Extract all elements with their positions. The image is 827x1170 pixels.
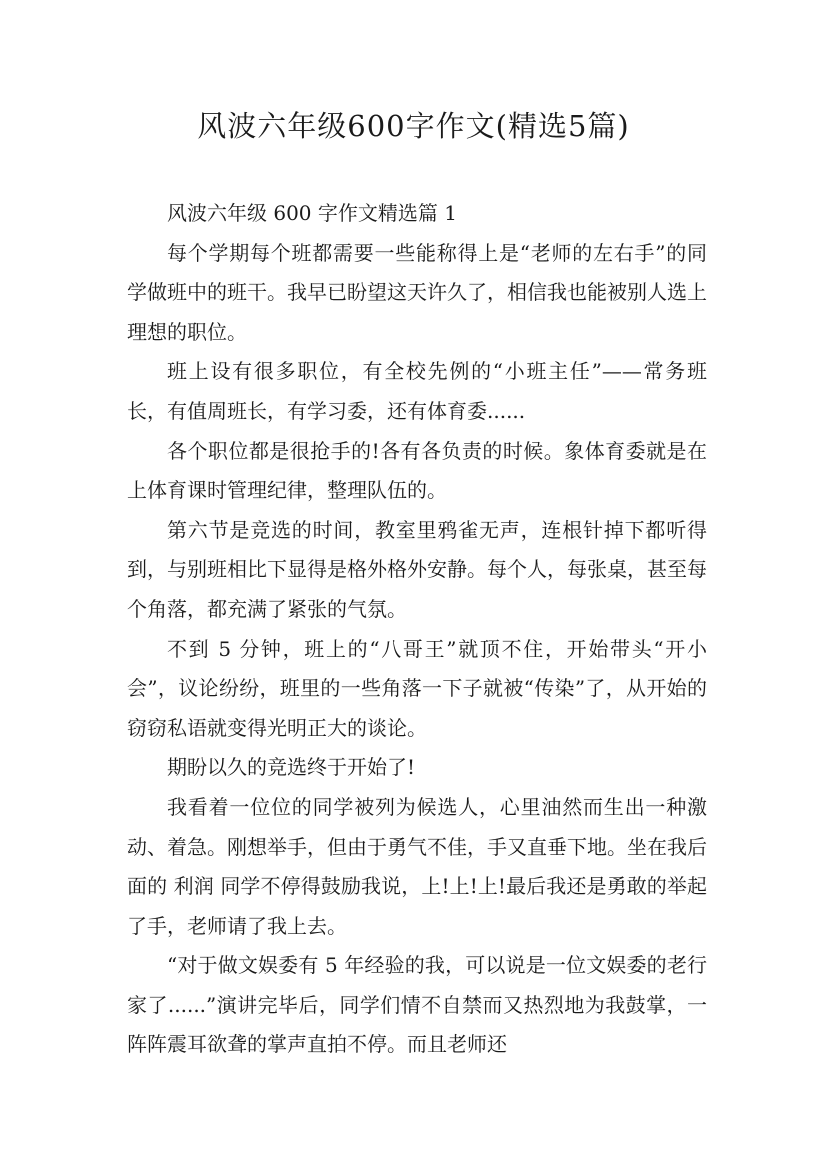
paragraph: 第六节是竞选的时间，教室里鸦雀无声，连根针掉下都听得到，与别班相比下显得是格外格外安静。每个人，每张桌，甚至每个角落，都充满了紧张的气氛。 xyxy=(127,517,707,621)
paragraph: 各个职位都是很抢手的!各有各负责的时候。象体育委就是在上体育课时管理纪律，整理队伍的。 xyxy=(127,438,707,503)
paragraph: “对于做文娱委有 5 年经验的我，可以说是一位文娱委的老行家了......”演讲完毕后，同学们情不自禁而又热烈地为我鼓掌，一阵阵震耳欲聋的掌声直拍不停。而且老师还 xyxy=(127,953,707,1057)
paragraph: 班上设有很多职位，有全校先例的“小班主任”——常务班长，有值周班长，有学习委，还有体育委...... xyxy=(127,359,707,423)
paragraph: 我看着一位位的同学被列为候选人，心里油然而生出一种激动、着急。刚想举手，但由于勇气不佳，手又直垂下地。坐在我后面的 利润 同学不停得鼓励我说，上!上!上!最后我还是勇敢的举起了手，老师请了我上去。 xyxy=(127,794,707,938)
paragraph: 不到 5 分钟，班上的“八哥王”就顶不住，开始带头“开小会”，议论纷纷，班里的一些角落一下子就被“传染”了，从开始的窃窃私语就变得光明正大的谈论。 xyxy=(127,636,707,740)
paragraph: 每个学期每个班都需要一些能称得上是“老师的左右手”的同学做班中的班干。我早已盼望这天许久了，相信我也能被别人选上理想的职位。 xyxy=(127,240,707,344)
paragraph: 期盼以久的竞选终于开始了! xyxy=(167,755,416,780)
section-heading: 风波六年级 600 字作文精选篇 1 xyxy=(167,201,457,225)
document-body xyxy=(127,194,707,1065)
document-title: 风波六年级600字作文(精选5篇) xyxy=(197,109,630,143)
